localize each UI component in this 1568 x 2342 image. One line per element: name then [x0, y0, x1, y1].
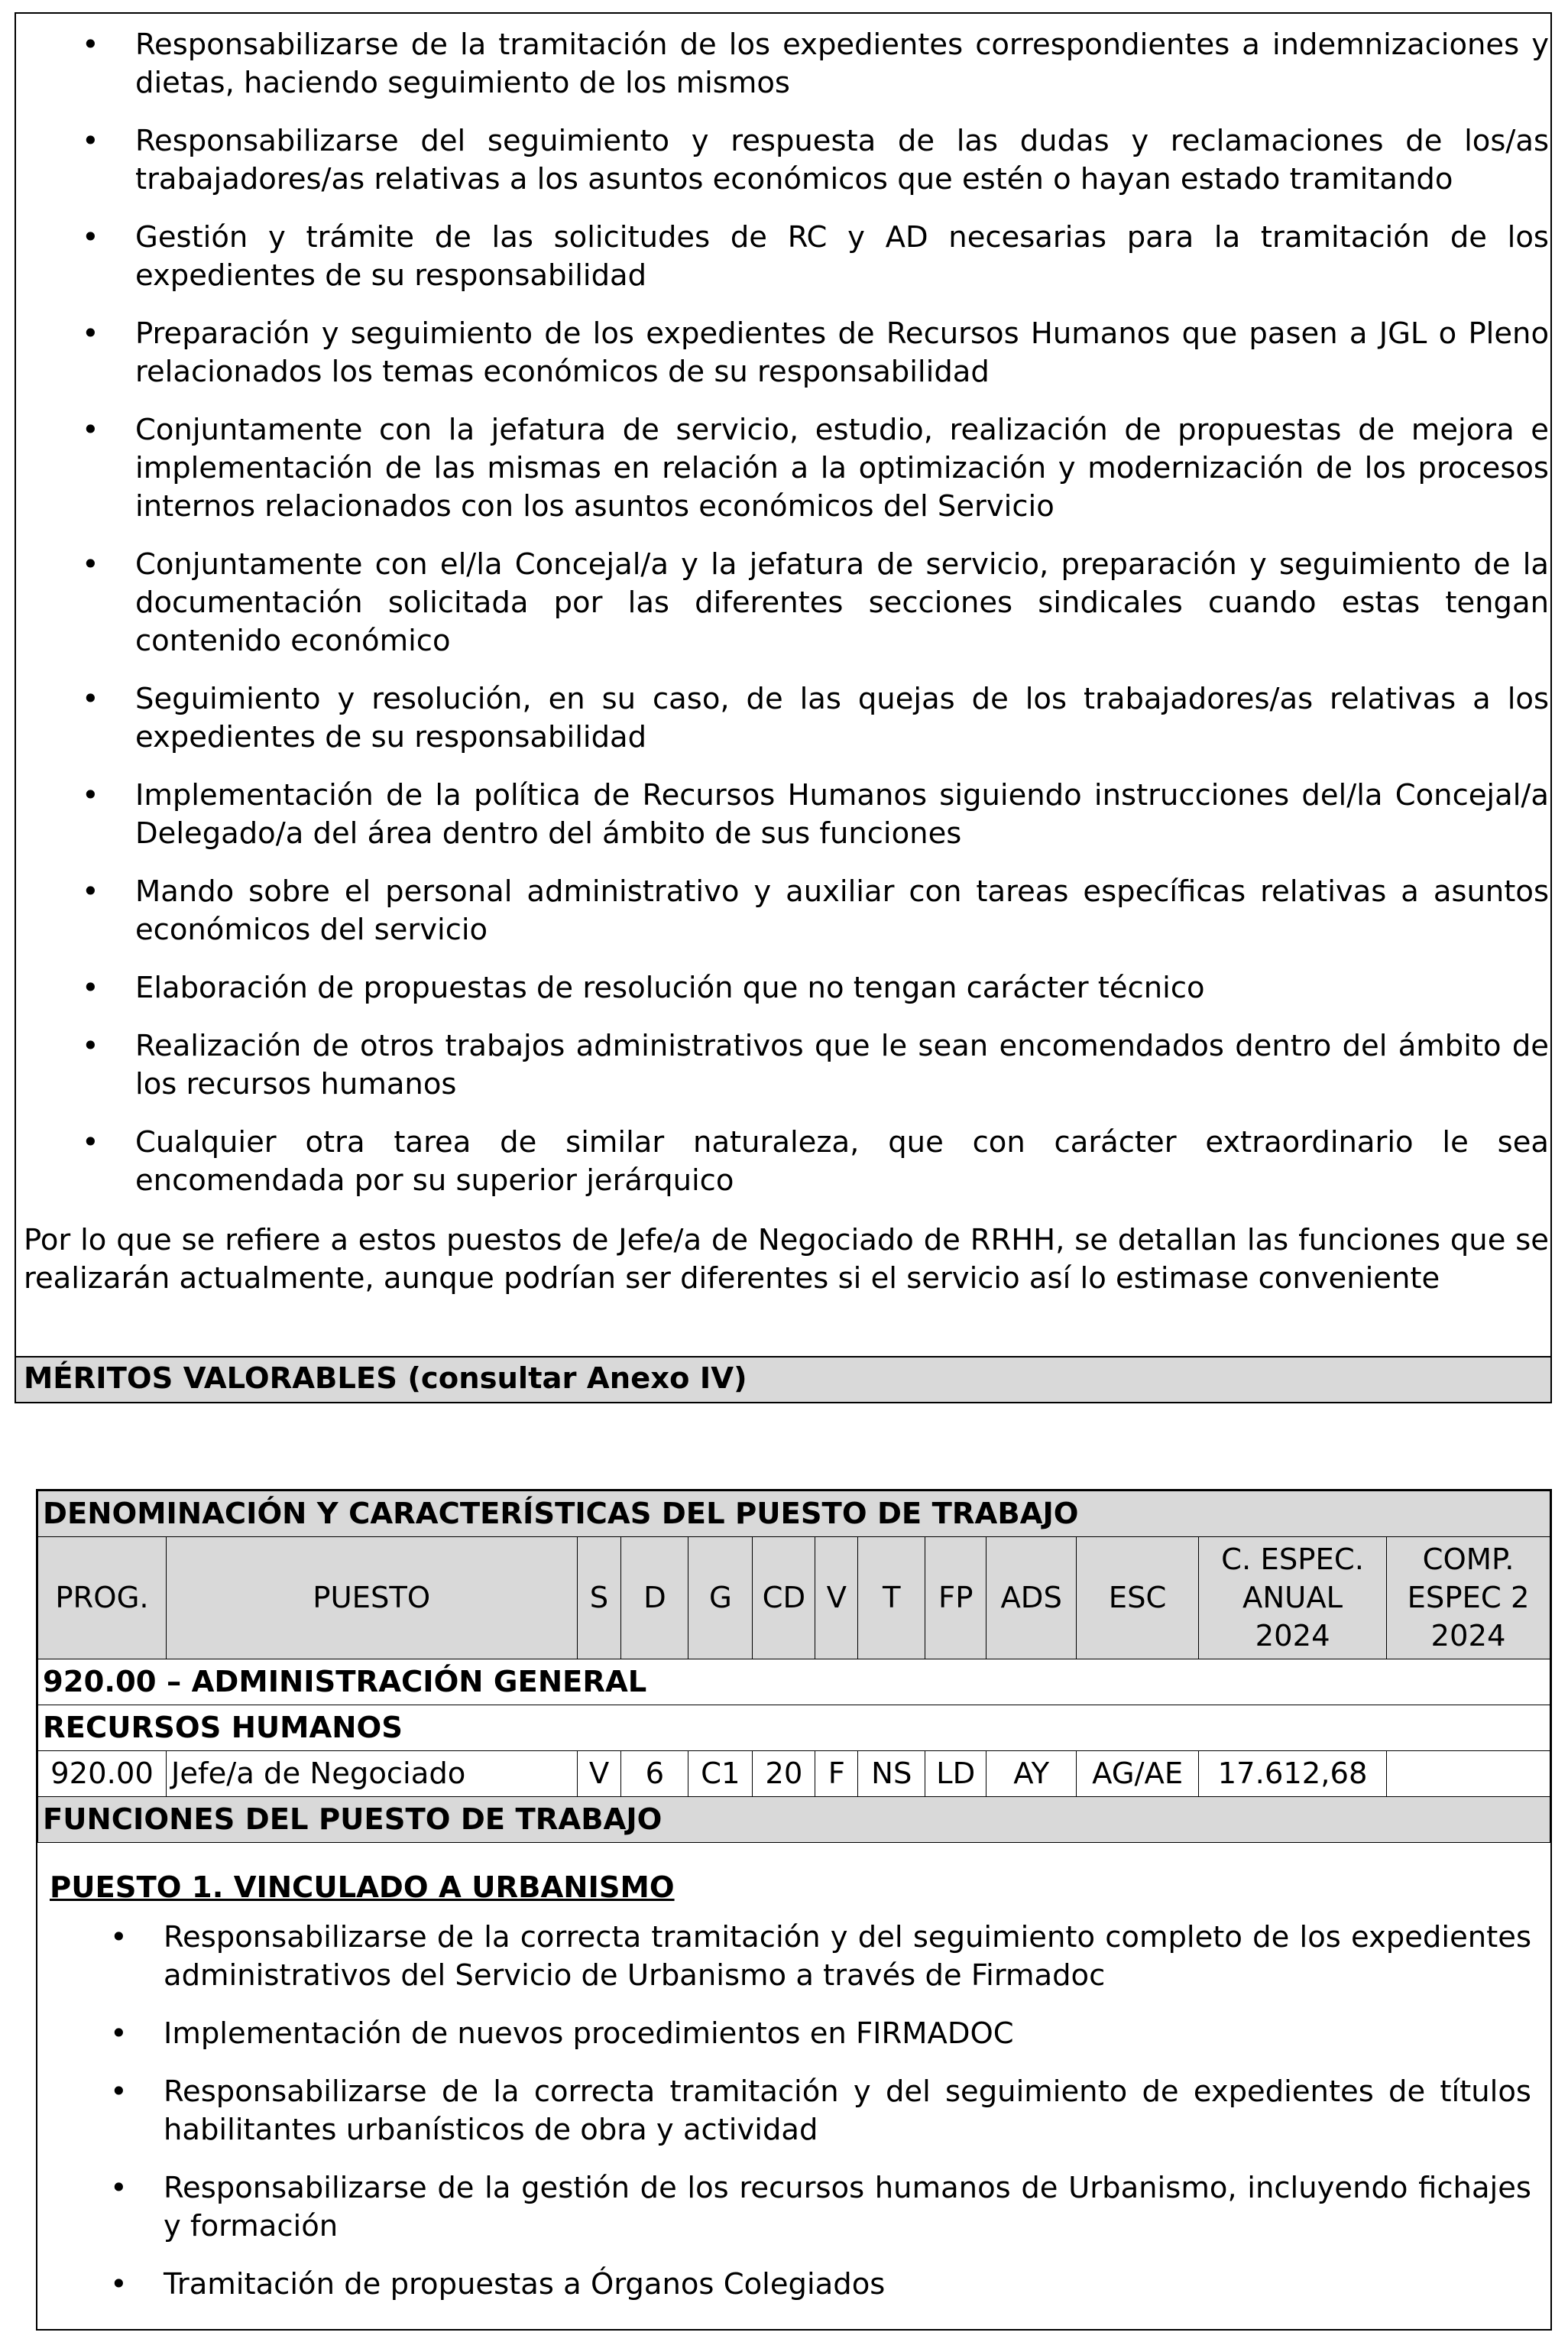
funciones-header: FUNCIONES DEL PUESTO DE TRABAJO	[38, 1797, 1550, 1843]
section-row	[38, 1659, 1550, 1705]
list-item: • Mando sobre el personal administrativo y auxiliar con tareas específicas relativas a asuntos económicos del servicio	[135, 873, 1549, 949]
list-item: • Tramitación de propuestas a Órganos Colegiados	[164, 2266, 1531, 2304]
funciones-header-row	[38, 1797, 1550, 1843]
list-item: • Responsabilizarse del seguimiento y respuesta de las dudas y reclamaciones de los/as trabajadores/as relativas a los asuntos económicos que estén o hayan estado tramitando	[135, 122, 1549, 199]
col-header: COMP. ESPEC 2 2024	[1387, 1537, 1550, 1659]
functions-continuation-box	[15, 12, 1552, 1403]
list-item: • Responsabilizarse de la gestión de los recursos humanos de Urbanismo, incluyendo fichajes y formación	[164, 2169, 1531, 2246]
table-cell: C1	[688, 1751, 753, 1797]
list-item: • Cualquier otra tarea de similar naturaleza, que con carácter extraordinario le sea encomendada por su superior jerárquico	[135, 1124, 1549, 1200]
col-header: V	[815, 1537, 858, 1659]
col-header: ADS	[986, 1537, 1077, 1659]
table-title-row	[38, 1491, 1550, 1537]
col-header: CD	[753, 1537, 815, 1659]
table-cell: V	[577, 1751, 621, 1797]
col-header: T	[858, 1537, 925, 1659]
table-cell	[1387, 1751, 1550, 1797]
list-item: • Implementación de la política de Recursos Humanos siguiendo instrucciones del/la Concejal/a Delegado/a del área dentro del ámbito de sus funciones	[135, 777, 1549, 853]
list-item: • Implementación de nuevos procedimientos en FIRMADOC	[164, 2015, 1531, 2053]
list-item: • Gestión y trámite de las solicitudes de RC y AD necesarias para la tramitación de los expedientes de su responsabilidad	[135, 219, 1549, 295]
col-header: ESC	[1077, 1537, 1199, 1659]
list-item: • Seguimiento y resolución, en su caso, de las quejas de los trabajadores/as relativas a los expedientes de su responsabilidad	[135, 680, 1549, 757]
table-cell: LD	[925, 1751, 986, 1797]
table-cell: F	[815, 1751, 858, 1797]
section-label: 920.00 – ADMINISTRACIÓN GENERAL	[38, 1659, 1550, 1705]
table-cell: Jefe/a de Negociado	[166, 1751, 577, 1797]
col-header: PROG.	[38, 1537, 167, 1659]
col-header: FP	[925, 1537, 986, 1659]
subsection-row	[38, 1705, 1550, 1751]
meritos-header: MÉRITOS VALORABLES (consultar Anexo IV)	[16, 1356, 1550, 1402]
table-cell: 6	[621, 1751, 688, 1797]
list-item: • Elaboración de propuestas de resolución que no tengan carácter técnico	[135, 969, 1549, 1007]
list-item: • Responsabilizarse de la tramitación de los expedientes correspondientes a indemnizaciones y dietas, haciendo seguimiento de los mismos	[135, 26, 1549, 102]
table-header-row	[38, 1537, 1550, 1659]
list-item: • Realización de otros trabajos administrativos que le sean encomendados dentro del ámbito de los recursos humanos	[135, 1027, 1549, 1104]
col-header: PUESTO	[166, 1537, 577, 1659]
table-cell: 920.00	[38, 1751, 167, 1797]
list-item: • Responsabilizarse de la correcta tramitación y del seguimiento de expedientes de títulos habilitantes urbanísticos de obra y actividad	[164, 2073, 1531, 2149]
table-title: DENOMINACIÓN Y CARACTERÍSTICAS DEL PUESTO DE TRABAJO	[38, 1491, 1550, 1537]
list-item: • Preparación y seguimiento de los expedientes de Recursos Humanos que pasen a JGL o Pleno relacionados los temas económicos de su responsabilidad	[135, 315, 1549, 391]
subsection-label: RECURSOS HUMANOS	[38, 1705, 1550, 1751]
functions-list-top	[135, 26, 1549, 1220]
table-row	[38, 1751, 1550, 1797]
table-cell: 20	[753, 1751, 815, 1797]
list-item: • Conjuntamente con el/la Concejal/a y la jefatura de servicio, preparación y seguimiento de la documentación solicitada por las diferentes secciones sindicales cuando estas tengan contenido económico	[135, 546, 1549, 660]
col-header: D	[621, 1537, 688, 1659]
table-cell: 17.612,68	[1199, 1751, 1387, 1797]
puesto1-list	[164, 1919, 1531, 2324]
job-post-box	[36, 1489, 1552, 2331]
job-characteristics-table	[37, 1491, 1550, 1843]
col-header: S	[577, 1537, 621, 1659]
list-item: • Responsabilizarse de la correcta tramitación y del seguimiento completo de los expedientes administrativos del Servicio de Urbanismo a través de Firmadoc	[164, 1919, 1531, 1995]
table-cell: NS	[858, 1751, 925, 1797]
functions-note: Por lo que se refiere a estos puestos de Jefe/a de Negociado de RRHH, se detallan las funciones que se realizarán actualmente, aunque podrían ser diferentes si el servicio así lo estimase conveniente	[24, 1223, 1549, 1296]
table-cell: AG/AE	[1077, 1751, 1199, 1797]
table-cell: AY	[986, 1751, 1077, 1797]
puesto1-title: PUESTO 1. VINCULADO A URBANISMO	[50, 1870, 675, 1905]
col-header: C. ESPEC. ANUAL 2024	[1199, 1537, 1387, 1659]
col-header: G	[688, 1537, 753, 1659]
list-item: • Conjuntamente con la jefatura de servicio, estudio, realización de propuestas de mejora e implementación de las mismas en relación a la optimización y modernización de los procesos internos relacionados con los asuntos económicos del Servicio	[135, 411, 1549, 526]
